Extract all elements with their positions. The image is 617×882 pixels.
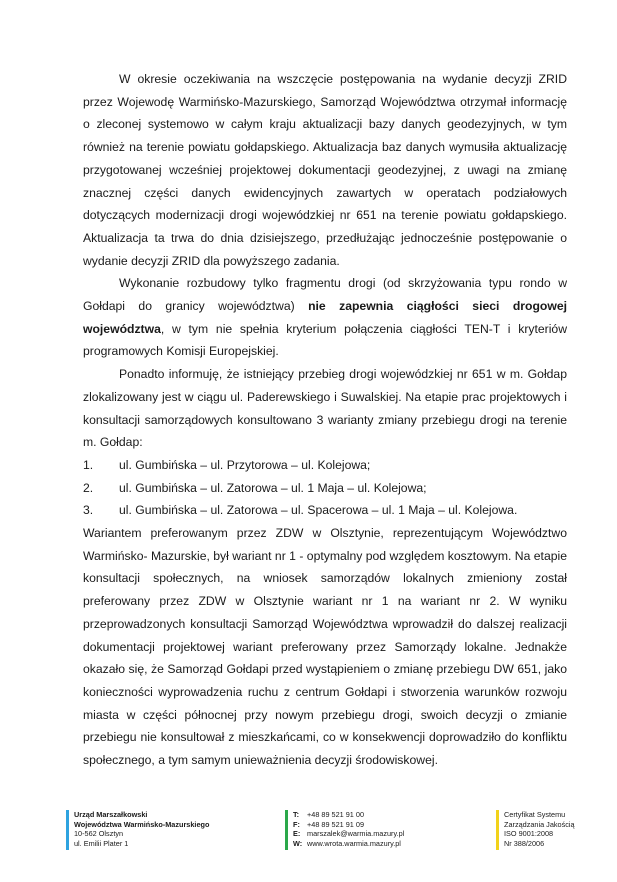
certificate-color-bar [496,810,499,850]
cert-line-3: ISO 9001:2008 [504,829,554,839]
letterhead-footer [0,810,617,870]
email-value: marszalek@warmia.mazury.pl [307,829,405,839]
variants-list [83,454,567,522]
office-region: Województwa Warmińsko-Mazurskiego [74,819,210,829]
paragraph-continuity [83,272,567,363]
email-label: E: [293,829,301,839]
contact-color-bar [285,810,288,850]
list-item-text: ul. Gumbińska – ul. Zatorowa – ul. 1 Maja – ul. Kolejowa; [119,480,427,495]
list-item [83,454,567,477]
letter-body [83,68,567,772]
list-item-number: 3. [83,503,94,518]
list-item-text: ul. Gumbińska – ul. Zatorowa – ul. Spacerowa – ul. 1 Maja – ul. Kolejowa. [119,503,518,518]
contact-phone [293,810,404,820]
fax-value: +48 89 521 91 09 [307,819,365,829]
website-label: W: [293,838,303,848]
postal-code: 10-562 Olsztyn [74,829,124,839]
website-value: www.wrota.warmia.mazury.pl [307,838,401,848]
paragraph-continuity-emphasis: nie zapewnia ciągłości sieci drogowej województwa [83,299,567,336]
phone-label: T: [293,810,300,819]
footer-contact [285,810,404,848]
office-name: Urząd Marszałkowski [74,810,148,819]
footer-address [66,810,209,848]
list-item-number: 2. [83,480,94,495]
cert-line-1: Certyfikat Systemu [504,810,566,819]
list-item-number: 1. [83,457,94,472]
list-item-text: ul. Gumbińska – ul. Przytorowa – ul. Kolejowa; [119,457,371,472]
fax-label: F: [293,819,300,829]
contact-website [293,839,404,849]
phone-value: +48 89 521 91 00 [307,810,365,819]
address-color-bar [66,810,69,850]
cert-line-2: Zarządzania Jakością [504,819,575,829]
list-item [83,499,567,522]
paragraph-zrid: W okresie oczekiwania na wszczęcie postępowania na wydanie decyzji ZRID przez Wojewodę Warmińsko-Mazurskiego, Samorząd Województwa otrzymał informację o zleconej systemowo w całym kraju aktualizacji bazy danych geodezyjnych, w tym również na terenie powiatu gołdapskiego. Aktualizacja baz danych wymusiła aktualizację przygotowanej wcześniej projektowej dokumentacji geodezyjnej, z uwagi na zmianę znacznej części danych ewidencyjnych zawartych w operatach podziałowych dotyczących modernizacji drogi wojewódzkiej nr 651 na terenie powiatu gołdapskiego. Aktualizacja ta trwa do dnia dzisiejszego, przedłużając jednocześnie postępowanie o wydanie decyzji ZRID dla powyższego zadania. [83,72,567,268]
footer-certificate [496,810,575,848]
paragraph-continuity-start: Wykonanie rozbudowy tylko fragmentu drogi (od skrzyżowania typu rondo w Gołdapi do granicy województwa) [83,276,567,314]
list-item [83,477,567,500]
cert-line-4: Nr 388/2006 [504,838,545,848]
contact-fax [293,820,404,830]
paragraph-variants-intro: Ponadto informuję, że istniejący przebieg drogi wojewódzkiej nr 651 w m. Gołdap zlokalizowany jest w ciągu ul. Paderewskiego i Suwalskiej. Na etapie prac projektowych i konsultacji samorządowych konsultowano 3 warianty zmiany przebiegu drogi na terenie m. Gołdap: [83,367,567,450]
paragraph-variant-history: Wariantem preferowanym przez ZDW w Olsztynie, reprezentującym Województwo Warmińsko- Mazurskie, był wariant nr 1 - optymalny pod względem kosztowym. Na etapie konsultacji społecznych, na wniosek samorządów lokalnych zmieniony został preferowany przez ZDW w Olsztynie wariant nr 1 na wariant nr 2. W wyniku przeprowadzonych konsultacji Samorząd Województwa wprowadził do dalszej realizacji dokumentacji projektowej wariant preferowany przez Samorządy lokalne. Jednakże okazało się, że Samorząd Gołdapi przed wystąpieniem o zmianę przebiegu DW 651, jako konieczności wyprowadzenia ruchu z centrum Gołdapi i stworzenia warunków rozwoju miasta w części północnej przy nowym przebiegu drogi, swoich decyzji o zmianie przebiegu nie konsultował z mieszkańcami, co w konsekwencji doprowadziło do konfliktu społecznego, a tym samym unieważnienia decyzji środowiskowej. [83,526,567,768]
contact-email [293,829,404,839]
paragraph-continuity-end: , w tym nie spełnia kryterium połączenia ciągłości TEN-T i kryteriów programowych Komisji Europejskiej. [83,321,567,359]
street-address: ul. Emilii Plater 1 [74,838,129,848]
